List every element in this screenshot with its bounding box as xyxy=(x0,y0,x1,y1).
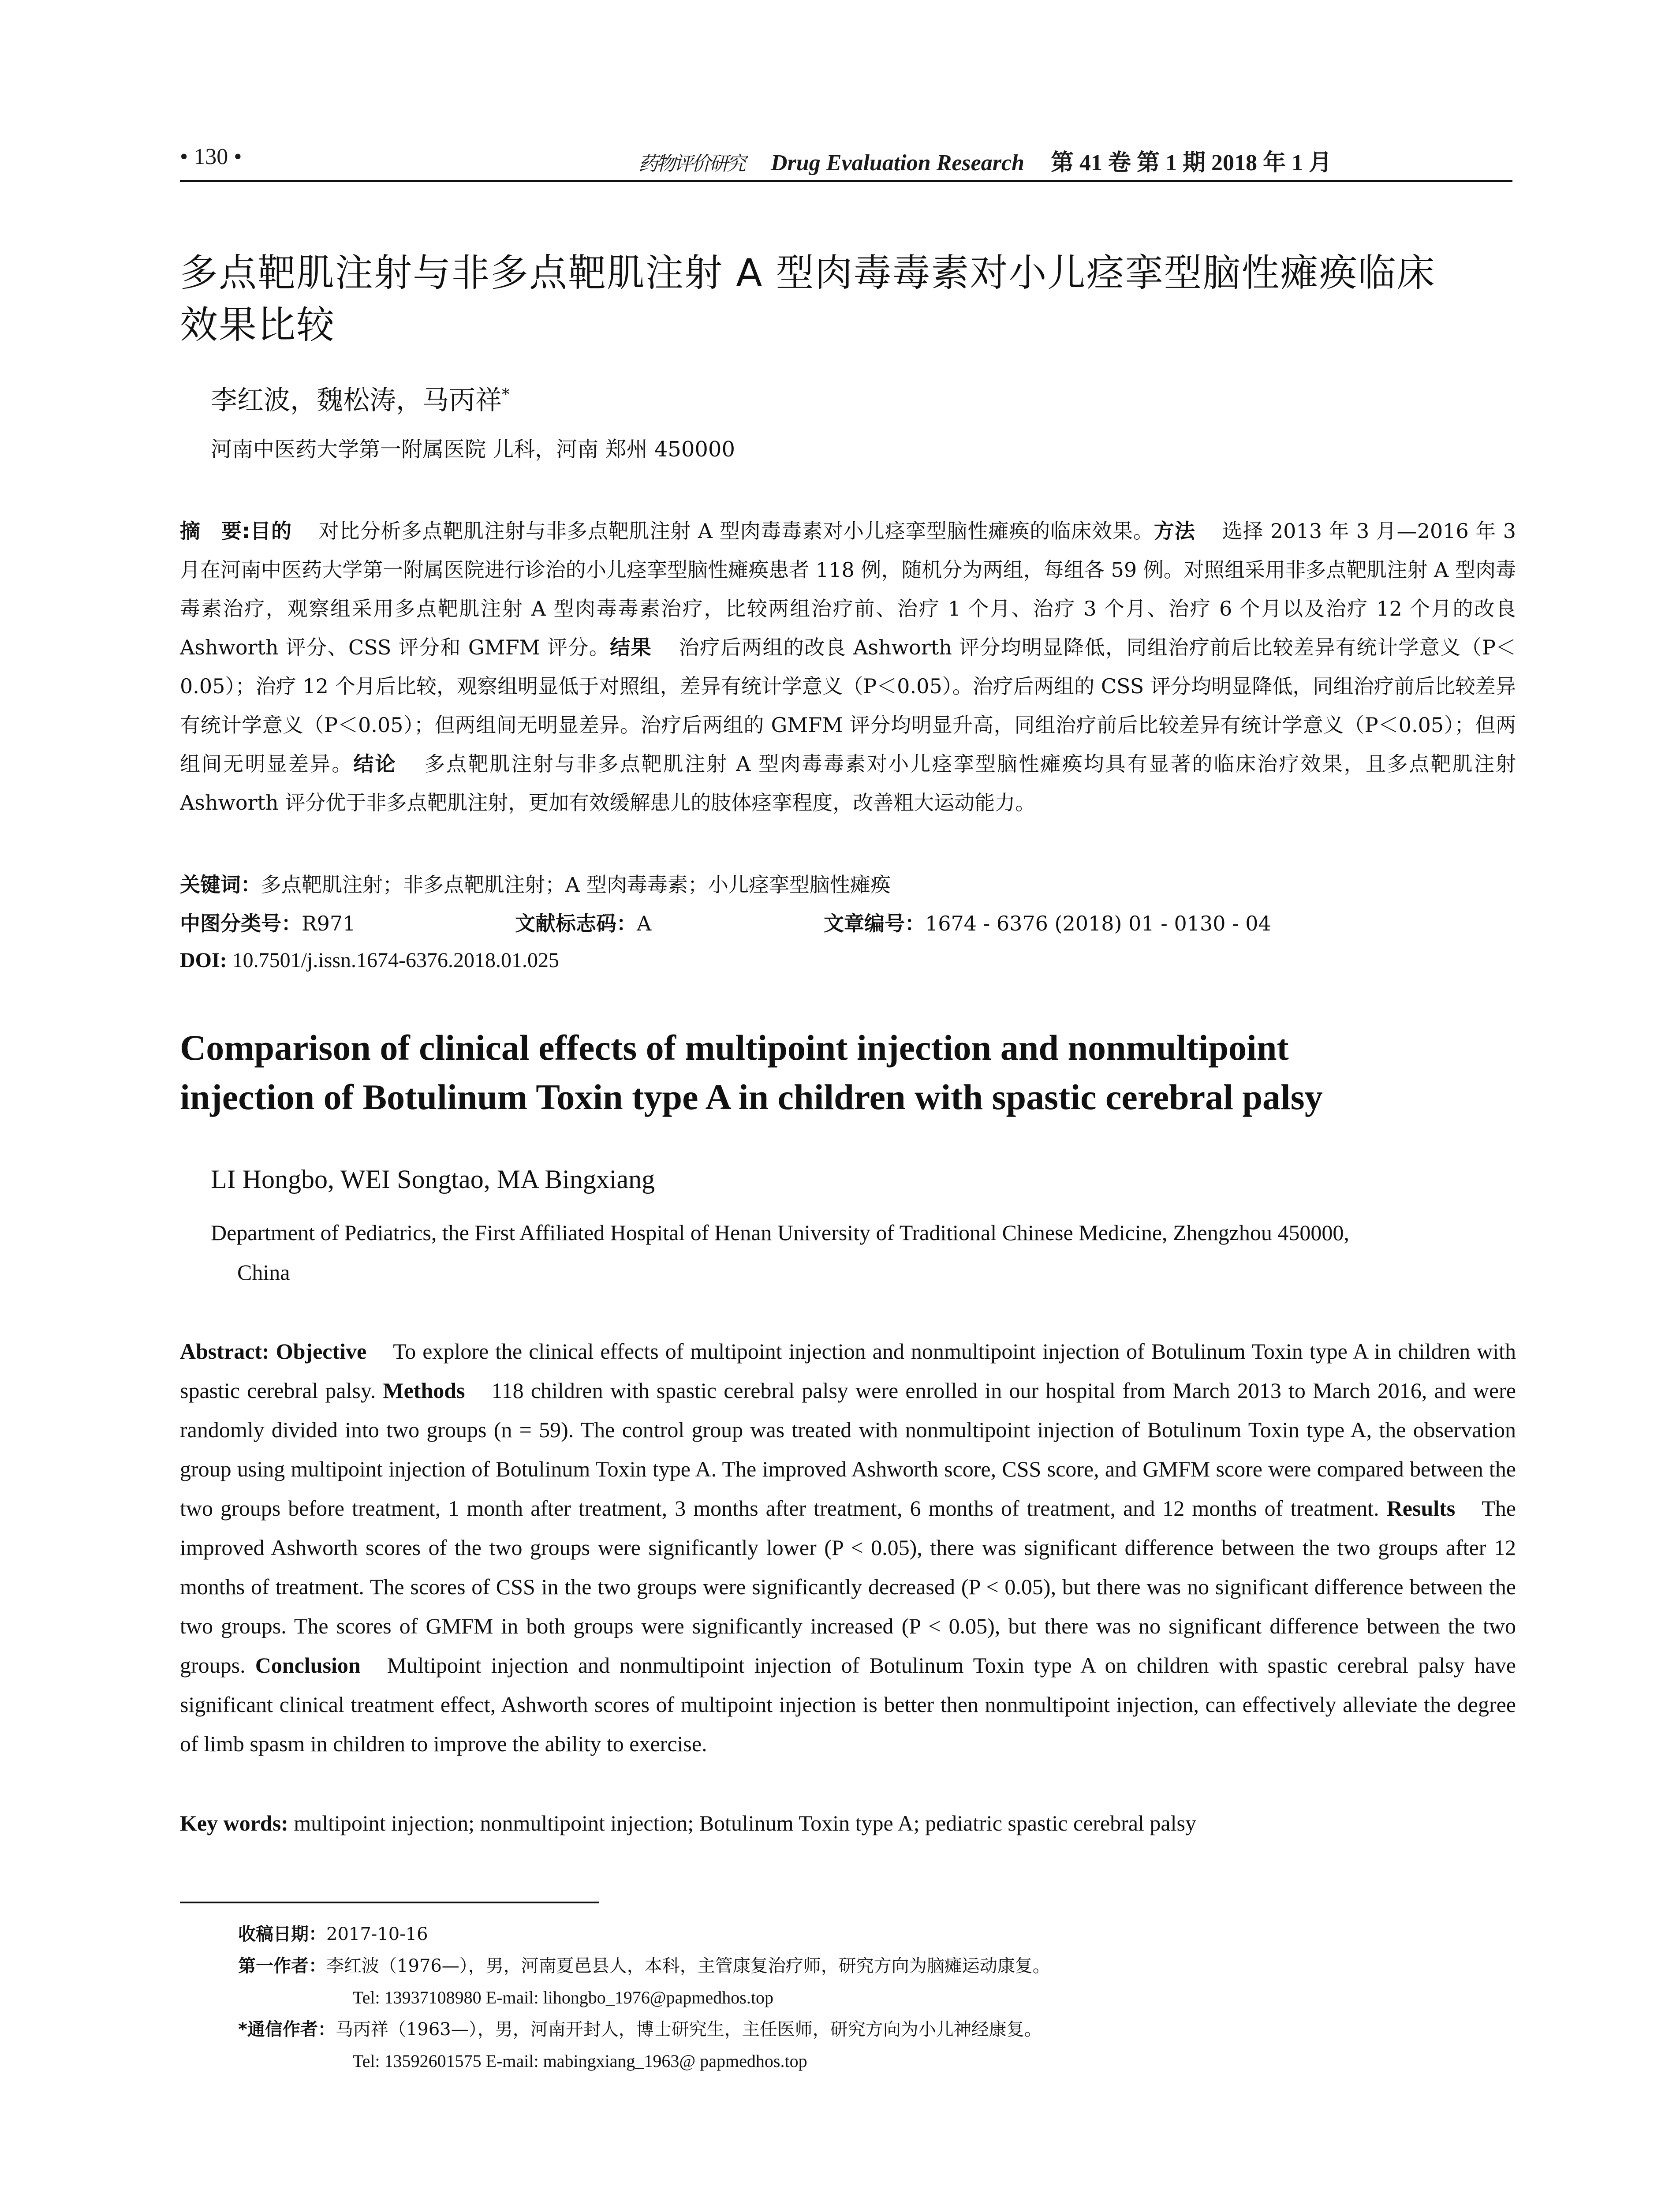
journal-info xyxy=(638,144,1332,177)
article-no-label: 文章编号： xyxy=(824,912,925,935)
clc-label: 中图分类号： xyxy=(180,912,302,935)
conclusion-text: 多点靶肌注射与非多点靶肌注射 A 型肉毒毒素对小儿痉挛型脑性瘫痪均具有显著的临床治疗效果，且多点靶肌注射 Ashworth 评分优于非多点靶肌注射，更加有效缓解患儿的肢体痉挛程度，改善粗大运动能力。 xyxy=(180,752,1516,815)
chinese-authors xyxy=(211,379,510,417)
english-title-line: Comparison of clinical effects of multipoint injection and nonmultipoint xyxy=(180,1028,1289,1068)
chinese-title-line: 多点靶肌注射与非多点靶肌注射 A 型肉毒毒素对小儿痉挛型脑性瘫痪临床 xyxy=(180,251,1436,295)
first-author-note xyxy=(238,1950,1517,1982)
chinese-title-line: 效果比较 xyxy=(180,303,335,347)
chinese-abstract xyxy=(180,512,1516,822)
page-number: • 130 • xyxy=(180,144,242,169)
running-header xyxy=(180,140,1512,182)
english-authors: LI Hongbo, WEI Songtao, MA Bingxiang xyxy=(211,1165,655,1194)
doi-label: DOI: xyxy=(180,949,227,972)
doc-code-label: 文献标志码： xyxy=(515,912,637,935)
received-date xyxy=(238,1918,1517,1950)
methods-text: 选择 2013 年 3 月—2016 年 3 月在河南中医药大学第一附属医院进行诊治的小儿痉挛型脑性瘫痪患者 118 例，随机分为两组，每组各 59 例。对照组采用非多点靶肌注射 A 型肉毒毒素治疗，观察组采用多点靶肌注射 A 型肉毒毒素治疗，比较两组治疗前、治疗 1 个月、治疗 3 个月、治疗 6 个月以及治疗 12 个月的改良 Ashworth 评分、CSS 评分和 GMFM 评分。 xyxy=(180,519,1516,659)
received-label: 收稿日期： xyxy=(238,1924,326,1944)
article-no-item xyxy=(824,908,1271,937)
clc-item xyxy=(180,908,355,937)
first-author-contact[interactable]: Tel: 13937108980 E-mail: lihongbo_1976@papmedhos.top xyxy=(353,1988,773,2007)
doi-link[interactable]: 10.7501/j.issn.1674-6376.2018.01.025 xyxy=(232,949,560,972)
first-author-label: 第一作者： xyxy=(238,1956,326,1976)
english-keywords xyxy=(180,1810,1516,1836)
chinese-title xyxy=(180,247,1516,351)
footnote-divider xyxy=(180,1902,599,1903)
affiliation-line: China xyxy=(237,1260,290,1285)
english-title-line: injection of Botulinum Toxin type A in children with spastic cerebral palsy xyxy=(180,1077,1323,1117)
footnotes xyxy=(238,1918,1517,2077)
chinese-author-names: 李红波，魏松涛，马丙祥 xyxy=(211,385,502,416)
doc-code-item xyxy=(515,908,651,937)
objective-text: To explore the clinical effects of multipoint injection and nonmultipoint injection of Botulinum Toxin type A in children with spastic cerebral palsy. xyxy=(180,1339,1516,1403)
methods-label: Methods xyxy=(383,1378,465,1403)
received-value: 2017-10-16 xyxy=(326,1924,428,1944)
corresponding-label: *通信作者： xyxy=(238,2019,336,2040)
english-affiliation xyxy=(211,1213,1520,1292)
keywords-label: Key words: xyxy=(180,1811,288,1835)
corresponding-info: 马丙祥（1963—），男，河南开封人，博士研究生，主任医师，研究方向为小儿神经康复。 xyxy=(335,2019,1042,2040)
classification-row xyxy=(180,908,1516,938)
methods-label: 方法 xyxy=(1154,519,1195,543)
corresponding-author-contact[interactable]: Tel: 13592601575 E-mail: mabingxiang_1963@ papmedhos.top xyxy=(353,2051,807,2071)
first-author-info: 李红波（1976—），男，河南夏邑县人，本科，主管康复治疗师，研究方向为脑瘫运动康复。 xyxy=(326,1956,1050,1976)
results-text: The improved Ashworth scores of the two groups were significantly lower (P < 0.05), there was significant difference between the two groups after 12 months of treatment. The scores of CSS in the two groups were significantly decreased (P < 0.05), but there was no significant difference between the two groups. The scores of GMFM in both groups were significantly increased (P < 0.05), but there was no significant difference between the two groups. xyxy=(180,1496,1516,1678)
english-abstract xyxy=(180,1332,1516,1764)
objective-text: 对比分析多点靶肌注射与非多点靶肌注射 A 型肉毒毒素对小儿痉挛型脑性瘫痪的临床效果。 xyxy=(318,519,1154,543)
conclusion-label: Conclusion xyxy=(255,1653,361,1678)
objective-label: Objective xyxy=(276,1339,367,1364)
english-title xyxy=(180,1023,1516,1122)
keywords-label: 关键词： xyxy=(180,873,261,897)
corresponding-author-note xyxy=(238,2014,1517,2045)
objective-label: 目的 xyxy=(250,519,292,543)
article-no-value: 1674 - 6376 (2018) 01 - 0130 - 04 xyxy=(925,912,1271,935)
corresponding-mark: * xyxy=(502,386,510,404)
conclusion-text: Multipoint injection and nonmultipoint injection of Botulinum Toxin type A on children with spastic cerebral palsy have significant clinical treatment effect, Ashworth scores of multipoint injection is better then nonmultipoint injection, can effectively alleviate the degree of limb spasm in children to improve the ability to exercise. xyxy=(180,1653,1516,1756)
conclusion-label: 结论 xyxy=(353,752,397,776)
methods-text: 118 children with spastic cerebral palsy were enrolled in our hospital from March 2013 to March 2016, and were randomly divided into two groups (n = 59). The control group was treated with nonmultipoint injection of Botulinum Toxin type A, the observation group using multipoint injection of Botulinum Toxin type A. The improved Ashworth score, CSS score, and GMFM score were compared between the two groups before treatment, 1 month after treatment, 3 months after treatment, 6 months of treatment, and 12 months of treatment. xyxy=(180,1378,1516,1521)
keywords-text: multipoint injection; nonmultipoint injection; Botulinum Toxin type A; pediatric spastic cerebral palsy xyxy=(294,1811,1196,1835)
clc-value: R971 xyxy=(302,912,356,935)
doi xyxy=(180,948,559,972)
chinese-keywords xyxy=(180,869,1516,898)
doc-code-value: A xyxy=(637,912,652,935)
journal-issue: 第 41 卷 第 1 期 2018 年 1 月 xyxy=(1050,150,1332,176)
chinese-affiliation: 河南中医药大学第一附属医院 儿科，河南 郑州 450000 xyxy=(211,437,735,462)
journal-name-en: Drug Evaluation Research xyxy=(771,150,1024,176)
abstract-label: 摘 要: xyxy=(180,519,250,543)
results-text: 治疗后两组的改良 Ashworth 评分均明显降低，同组治疗前后比较差异有统计学意义（P＜0.05）；治疗 12 个月后比较，观察组明显低于对照组，差异有统计学意义（P＜0.05）。治疗后两组的 CSS 评分均明显降低，同组治疗前后比较差异有统计学意义（P＜0.05）；但两组间无明显差异。治疗后两组的 GMFM 评分均明显升高，同组治疗前后比较差异有统计学意义（P＜0.05）；但两组间无明显差异。 xyxy=(180,635,1516,776)
results-label: Results xyxy=(1386,1496,1456,1521)
affiliation-line: Department of Pediatrics, the First Affiliated Hospital of Henan University of Traditional Chinese Medicine, Zhengzhou 450000, xyxy=(211,1220,1349,1245)
keywords-text: 多点靶肌注射；非多点靶肌注射；A 型肉毒毒素；小儿痉挛型脑性瘫痪 xyxy=(261,873,891,897)
journal-logo: 药物评价研究 xyxy=(638,153,744,175)
abstract-label: Abstract: xyxy=(180,1339,269,1364)
results-label: 结果 xyxy=(610,635,652,659)
